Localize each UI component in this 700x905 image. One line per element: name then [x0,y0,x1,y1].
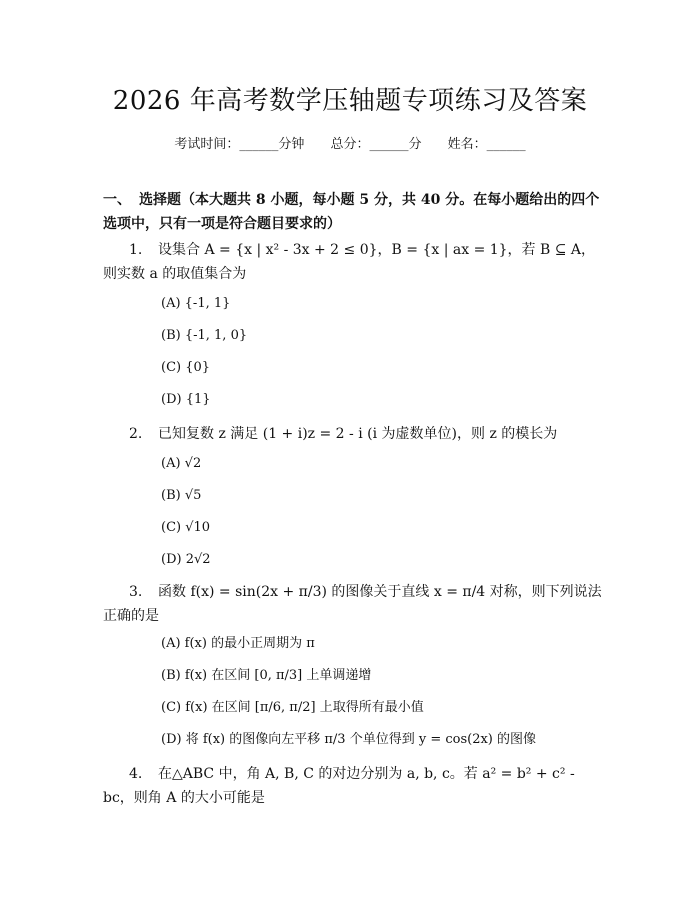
question-number: 3. [129,584,143,600]
question-1 [103,238,603,286]
question-number: 1. [129,242,143,258]
question-1-option-a: (A) {-1, 1} [161,296,231,311]
document-title: 2026 年高考数学压轴题专项练习及答案 [112,86,588,116]
question-stem: 设集合 A = {x | x² - 3x + 2 ≤ 0}，B = {x | ax = 1}，若 B ⊆ A，则实数 a 的取值集合为 [103,242,596,282]
exam-time-field: 考试时间：______分钟 [174,137,305,152]
question-stem: 函数 f(x) = sin(2x + π/3) 的图像关于直线 x = π/4 对称，则下列说法正确的是 [103,584,602,624]
exam-info-line [0,133,700,152]
question-2-option-c: (C) √10 [161,520,211,535]
question-3-option-a: (A) f(x) 的最小正周期为 π [161,636,315,651]
question-3-option-b: (B) f(x) 在区间 [0, π/3] 上单调递增 [161,668,372,683]
question-number: 4. [129,766,143,782]
name-field: 姓名：______ [447,137,526,152]
question-2 [103,422,603,446]
question-2-option-a: (A) √2 [161,456,202,471]
question-4 [103,762,603,810]
question-1-option-d: (D) {1} [161,392,211,407]
question-2-option-b: (B) √5 [161,488,202,503]
section-text: 选择题（本大题共 8 小题，每小题 5 分，共 40 分。在每小题给出的四个选项中，只有一项是符合题目要求的） [103,192,600,232]
section-number: 一、 [103,192,131,208]
question-3-option-c: (C) f(x) 在区间 [π/6, π/2] 上取得所有最小值 [161,700,424,715]
question-stem: 已知复数 z 满足 (1 + i)z = 2 - i (i 为虚数单位)，则 z 的模长为 [158,426,558,442]
question-1-option-c: (C) {0} [161,360,211,375]
section-heading [103,188,603,236]
question-2-option-d: (D) 2√2 [161,552,211,567]
total-score-field: 总分：______分 [330,137,422,152]
question-1-option-b: (B) {-1, 1, 0} [161,328,248,343]
question-number: 2. [129,426,143,442]
question-3 [103,580,603,628]
question-stem: 在△ABC 中，角 A, B, C 的对边分别为 a, b, c。若 a² = b² + c² - bc，则角 A 的大小可能是 [103,766,575,806]
question-3-option-d: (D) 将 f(x) 的图像向左平移 π/3 个单位得到 y = cos(2x) 的图像 [161,732,537,747]
